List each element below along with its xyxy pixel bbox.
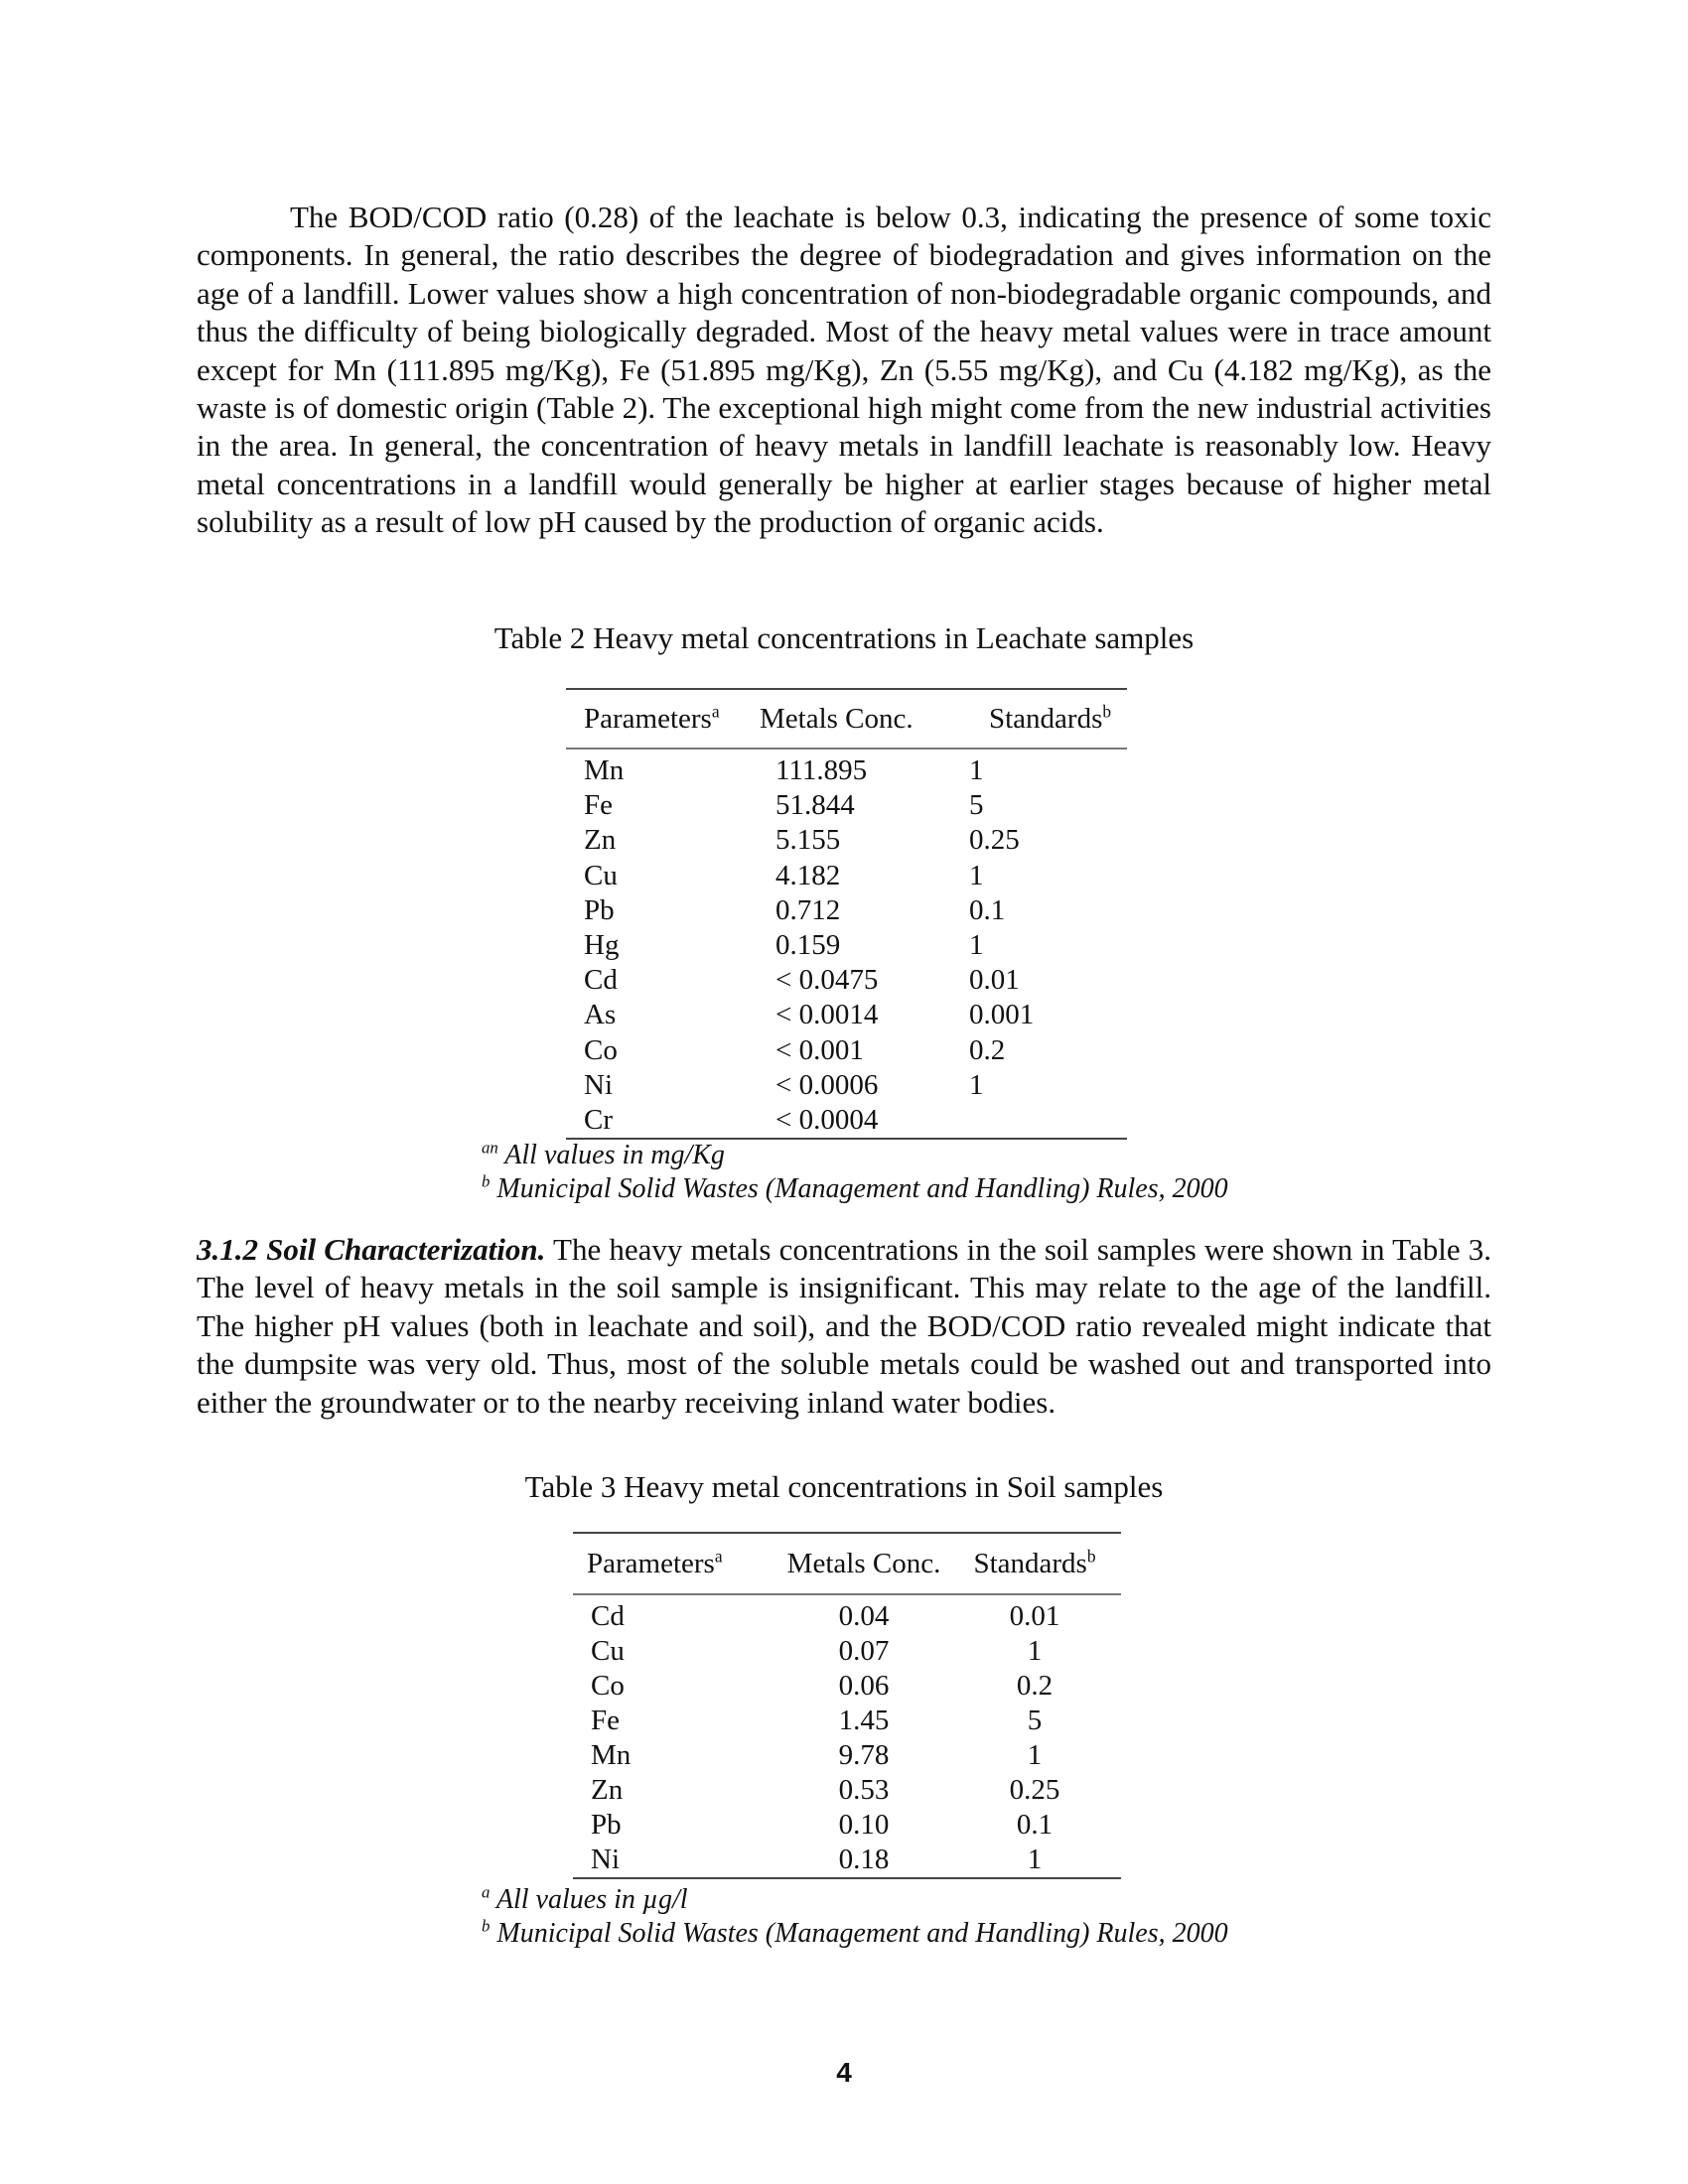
cell-metals-conc: < 0.0014 <box>775 999 879 1031</box>
section-heading: 3.1.2 Soil Characterization. <box>197 1232 546 1267</box>
table-3-footnote-source: $^b$ Municipal Solid Wastes (Management and Handling) Rules, 2000 <box>482 1916 1228 1949</box>
table-row <box>566 928 1127 963</box>
cell-parameter: Pb <box>584 893 615 926</box>
table-row <box>566 998 1127 1032</box>
cell-metals-conc: 111.895 <box>775 754 868 786</box>
table-row <box>566 749 1127 788</box>
cell-standard <box>959 1103 1127 1139</box>
cell-parameter: Cu <box>591 1635 625 1667</box>
table-row <box>573 1843 1121 1878</box>
cell-parameter: Co <box>584 1033 618 1066</box>
table-row <box>566 963 1127 998</box>
cell-metals-conc: 4.182 <box>775 859 841 891</box>
body-paragraph: 3.1.2 Soil Characterization. The heavy metals concentrations in the soil samples were shown in Table 3. The level of heavy metals in the soil sample is insignificant. This may relate to the age of the landfill. The higher pH values (both in leachate and soil), and the BOD/COD ratio revealed might indicate that the dumpsite was very old. Thus, most of the soluble metals could be washed out and transported into either the groundwater or to the nearby receiving inland water bodies. <box>197 1232 1491 1420</box>
table-3-body <box>573 1594 1121 1878</box>
table-header-row <box>566 689 1127 749</box>
cell-metals-conc: 0.159 <box>775 929 841 962</box>
cell-standard: 0.25 <box>1009 1774 1060 1806</box>
cell-metals-conc: 0.712 <box>775 893 841 926</box>
table-2-footnote-source: $^b$ Municipal Solid Wastes (Management and Handling) Rules, 2000 <box>482 1171 1228 1204</box>
cell-parameter: As <box>584 999 617 1031</box>
cell-parameter: Fe <box>591 1705 620 1736</box>
table-3-caption: Table 3 Heavy metal concentrations in Soil samples <box>524 1469 1164 1504</box>
cell-parameter: Co <box>591 1670 625 1702</box>
cell-standard: 0.01 <box>969 964 1020 997</box>
cell-metals-conc: < 0.0006 <box>775 1068 879 1101</box>
cell-parameter: Cd <box>591 1600 625 1632</box>
table-row <box>573 1634 1121 1669</box>
cell-parameter: Cd <box>584 964 618 997</box>
cell-standard: 1 <box>1027 1635 1043 1667</box>
table-row <box>573 1808 1121 1843</box>
cell-metals-conc: 51.844 <box>775 789 855 822</box>
column-header-metals-conc: Metals Conc. <box>758 689 959 749</box>
cell-standard: 0.2 <box>969 1033 1006 1066</box>
cell-parameter: Fe <box>584 789 613 822</box>
cell-parameter: Mn <box>591 1739 632 1771</box>
cell-parameter: Zn <box>584 824 617 857</box>
cell-standard: 1 <box>969 1068 984 1101</box>
cell-standard: 0.01 <box>1009 1600 1060 1632</box>
cell-standard: 0.1 <box>1016 1809 1054 1841</box>
table-row <box>566 823 1127 858</box>
table-row <box>573 1738 1121 1773</box>
page-number: 4 <box>836 2057 852 2088</box>
column-header-standards: Standards$^b$ <box>959 689 1127 749</box>
cell-standard: 1 <box>1027 1843 1043 1875</box>
table-row <box>566 859 1127 893</box>
cell-metals-conc: 0.53 <box>838 1774 890 1806</box>
table-row <box>566 1103 1127 1139</box>
cell-metals-conc: < 0.0004 <box>775 1104 879 1137</box>
cell-parameter: Zn <box>591 1774 624 1806</box>
cell-parameter: Ni <box>591 1843 620 1875</box>
body-paragraph: The BOD/COD ratio (0.28) of the leachate is below 0.3, indicating the presence of some toxic components. In general, the ratio describes the degree of biodegradation and gives information on the age of a landfill. Lower values show a high concentration of non-biodegradable organic compounds, and thus the difficulty of being biologically degraded. Most of the heavy metal values were in trace amount except for Mn (111.895 mg/Kg), Fe (51.895 mg/Kg), Zn (5.55 mg/Kg), and Cu (4.182 mg/Kg), as the waste is of domestic origin (Table 2). The exceptional high might come from the new industrial activities in the area. In general, the concentration of heavy metals in landfill leachate is reasonably low. Heavy metal concentrations in a landfill would generally be higher at earlier stages because of higher metal solubility as a result of low pH caused by the production of organic acids. <box>197 200 1491 540</box>
table-row <box>573 1773 1121 1808</box>
column-header-metals-conc: Metals Conc. <box>779 1533 948 1594</box>
table-row <box>566 893 1127 928</box>
table-3-footnote-units: $^a$ All values in µg/l <box>482 1882 688 1915</box>
cell-parameter: Hg <box>584 929 620 962</box>
cell-metals-conc: 0.10 <box>838 1809 890 1841</box>
table-header-row <box>573 1533 1121 1594</box>
cell-standard: 5 <box>1027 1705 1043 1736</box>
table-row <box>566 1068 1127 1103</box>
cell-standard: 0.1 <box>969 893 1006 926</box>
cell-metals-conc: < 0.001 <box>775 1033 864 1066</box>
table-2-body <box>566 749 1127 1139</box>
cell-parameter: Pb <box>591 1809 622 1841</box>
cell-standard: 5 <box>969 789 984 822</box>
column-header-parameters: Parameters$^a$ <box>566 689 758 749</box>
cell-standard: 1 <box>969 754 984 786</box>
cell-metals-conc: 0.18 <box>838 1843 890 1875</box>
cell-metals-conc: < 0.0475 <box>775 964 879 997</box>
cell-metals-conc: 9.78 <box>838 1739 890 1771</box>
table-row <box>566 788 1127 823</box>
cell-standard: 0.001 <box>969 999 1035 1031</box>
cell-standard: 0.25 <box>969 824 1020 857</box>
table-row <box>573 1669 1121 1704</box>
cell-parameter: Cr <box>584 1104 613 1137</box>
table-3 <box>573 1532 1121 1879</box>
table-2 <box>566 688 1127 1140</box>
cell-parameter: Mn <box>584 754 625 786</box>
cell-standard: 1 <box>1027 1739 1043 1771</box>
cell-metals-conc: 0.06 <box>838 1670 890 1702</box>
cell-metals-conc: 0.04 <box>838 1600 890 1632</box>
cell-standard: 0.2 <box>1016 1670 1054 1702</box>
cell-standard: 1 <box>969 929 984 962</box>
table-2-caption: Table 2 Heavy metal concentrations in Leachate samples <box>493 620 1195 655</box>
table-row <box>573 1704 1121 1738</box>
cell-metals-conc: 5.155 <box>775 824 841 857</box>
cell-metals-conc: 0.07 <box>838 1635 890 1667</box>
cell-parameter: Ni <box>584 1068 613 1101</box>
cell-standard: 1 <box>969 859 984 891</box>
column-header-standards: Standards$^b$ <box>948 1533 1121 1594</box>
cell-metals-conc: 1.45 <box>838 1705 890 1736</box>
table-row <box>566 1033 1127 1068</box>
cell-parameter: Cu <box>584 859 618 891</box>
table-row <box>573 1594 1121 1634</box>
column-header-parameters: Parameters$^a$ <box>573 1533 779 1594</box>
table-2-footnote-units: $^{an}$ All values in mg/Kg <box>482 1138 725 1170</box>
